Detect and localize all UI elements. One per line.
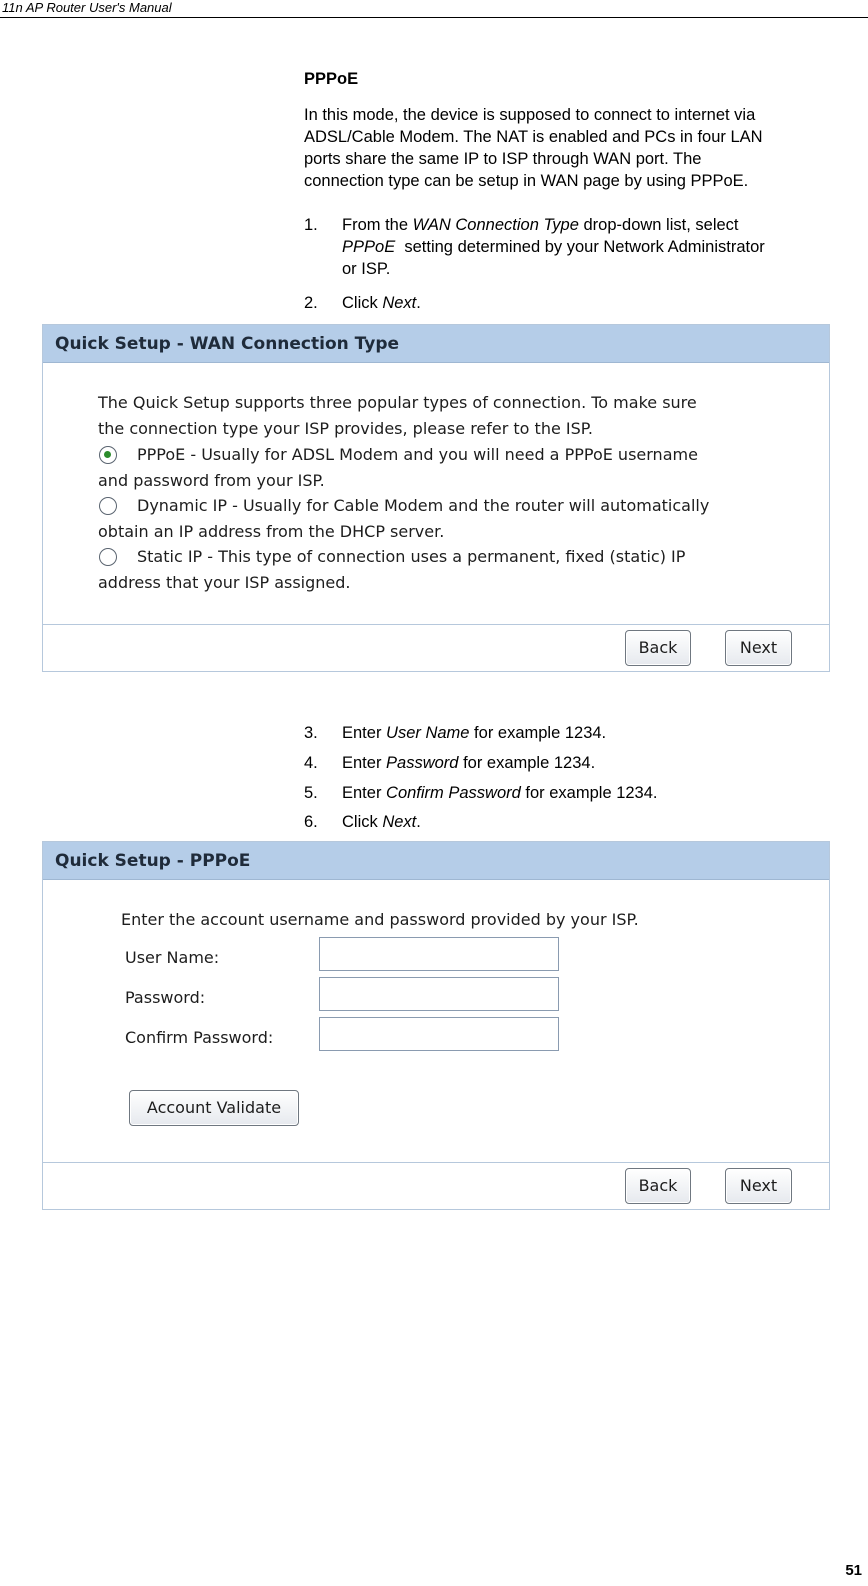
dynamic-ip-radio[interactable] — [99, 497, 117, 515]
step-text: Enter — [342, 784, 387, 802]
step-number: 5. — [304, 784, 318, 802]
step-emphasis: Next — [382, 294, 417, 312]
step-text: . — [416, 294, 421, 312]
section-title: PPPoE — [304, 70, 359, 88]
step-number: 4. — [304, 754, 318, 772]
next-button[interactable]: Next — [725, 1168, 792, 1204]
step-emphasis: Password — [386, 754, 459, 772]
panel-title: Quick Setup - WAN Connection Type — [43, 325, 829, 363]
intro-paragraph — [304, 104, 864, 192]
back-button[interactable]: Back — [625, 1168, 691, 1204]
panel-footer — [43, 624, 829, 671]
panel-title: Quick Setup - PPPoE — [43, 842, 829, 880]
back-button[interactable]: Back — [625, 630, 691, 666]
static-ip-radio[interactable] — [99, 548, 117, 566]
intro-line: In this mode, the device is supposed to connect to internet via — [304, 106, 756, 124]
intro-line: ADSL/Cable Modem. The NAT is enabled and PCs in four LAN — [304, 128, 763, 146]
step-text: . — [416, 813, 421, 831]
pppoe-option-label: PPPoE - Usually for ADSL Modem and you will need a PPPoE username — [137, 445, 698, 464]
panel-footer — [43, 1162, 829, 1209]
wan-connection-type-panel — [42, 324, 830, 672]
static-ip-option-label: address that your ISP assigned. — [98, 573, 351, 592]
static-ip-option-label: Static IP - This type of connection uses a permanent, fixed (static) IP — [137, 547, 686, 566]
step-text: Click — [342, 294, 383, 312]
step-number: 1. — [304, 216, 318, 234]
step-text: drop-down list, select — [578, 216, 739, 234]
password-label: Password: — [125, 988, 206, 1007]
running-header: 11n AP Router User's Manual — [0, 0, 868, 18]
user-name-label: User Name: — [125, 948, 220, 967]
confirm-password-input[interactable] — [319, 1017, 559, 1051]
user-name-input[interactable] — [319, 937, 559, 971]
step-text: for example 1234. — [469, 724, 607, 742]
intro-line: connection type can be setup in WAN page by using PPPoE. — [304, 172, 749, 190]
dynamic-ip-option-label: obtain an IP address from the DHCP server. — [98, 522, 445, 541]
step-emphasis: WAN Connection Type — [412, 216, 579, 234]
step-text: or ISP. — [342, 260, 391, 278]
step-emphasis: Confirm Password — [386, 784, 521, 802]
password-input[interactable] — [319, 977, 559, 1011]
pppoe-option-label: and password from your ISP. — [98, 471, 325, 490]
step-text: for example 1234. — [520, 784, 658, 802]
pppoe-radio[interactable] — [99, 446, 117, 464]
step-text: From the — [342, 216, 413, 234]
panel-instruction: Enter the account username and password provided by your ISP. — [121, 910, 639, 929]
dynamic-ip-option-label: Dynamic IP - Usually for Cable Modem and the router will automatically — [137, 496, 710, 515]
step-number: 3. — [304, 724, 318, 742]
panel-description: the connection type your ISP provides, please refer to the ISP. — [98, 419, 594, 438]
step-text: for example 1234. — [458, 754, 596, 772]
step-number: 6. — [304, 813, 318, 831]
page-number: 51 — [845, 1562, 862, 1579]
step-emphasis: User Name — [386, 724, 470, 742]
confirm-password-label: Confirm Password: — [125, 1028, 274, 1047]
step-number: 2. — [304, 294, 318, 312]
step-text: setting determined by your Network Administrator — [395, 238, 765, 256]
intro-line: ports share the same IP to ISP through WAN port. The — [304, 150, 702, 168]
step-emphasis: PPPoE — [342, 238, 396, 256]
panel-description: The Quick Setup supports three popular types of connection. To make sure — [98, 393, 697, 412]
step-text: Click — [342, 813, 383, 831]
pppoe-panel — [42, 841, 830, 1210]
next-button[interactable]: Next — [725, 630, 792, 666]
step-text: Enter — [342, 724, 387, 742]
step-emphasis: Next — [382, 813, 417, 831]
step-text: Enter — [342, 754, 387, 772]
account-validate-button[interactable]: Account Validate — [129, 1090, 299, 1126]
